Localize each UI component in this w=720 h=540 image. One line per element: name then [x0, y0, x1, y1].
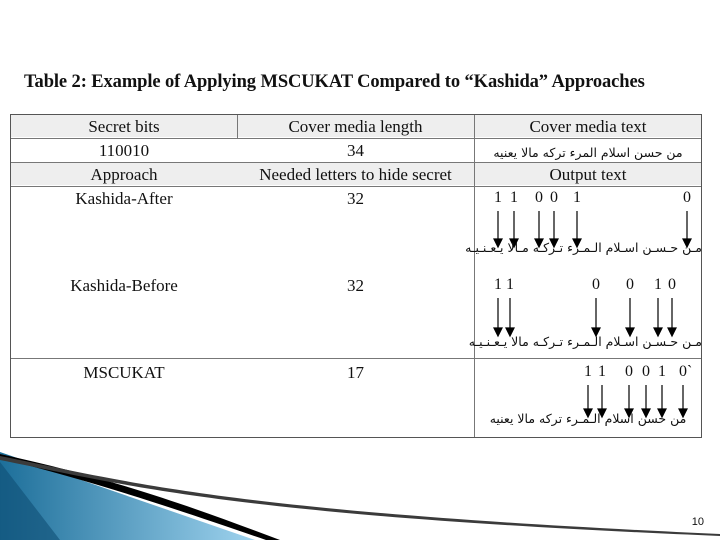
- bit: 0: [592, 276, 600, 293]
- header-cover-text: Cover media text: [529, 117, 647, 136]
- bit: 0`: [679, 363, 693, 380]
- header-cover-length: Cover media length: [288, 117, 423, 136]
- row-divider: [11, 138, 701, 139]
- output-kashida-after: مـن حـسـن اسـلام الـمـرء تـركـه مـالا يـعـنـيـه: [465, 240, 702, 255]
- needed-kashida-after: 32: [347, 189, 364, 208]
- output-kashida-before: مـن حـسـن اسـلام الـمـرء تـركـه مالا يـعـنـيـه: [468, 334, 702, 349]
- bit: 1: [584, 363, 592, 380]
- arrows-kashida-before: [474, 296, 702, 338]
- slide-footer-decoration: [0, 452, 720, 540]
- bit: 1: [654, 276, 662, 293]
- bit: 1: [510, 189, 518, 206]
- header-output-text: Output text: [549, 165, 627, 184]
- bit: 1: [494, 189, 502, 206]
- secret-bits-value: 110010: [98, 141, 150, 160]
- bit: 1: [598, 363, 606, 380]
- page-number: 10: [691, 516, 704, 528]
- bit: 0: [625, 363, 633, 380]
- bits-kashida-before: [474, 276, 702, 296]
- approach-kashida-after: Kashida-After: [75, 189, 173, 208]
- bit: 1: [506, 276, 514, 293]
- bits-mscukat: [474, 363, 702, 383]
- row-divider: [11, 358, 701, 359]
- cover-text-value: من حسن اسلام المرء تركه مالا يعنيه: [493, 145, 683, 160]
- cover-length-value: 34: [347, 141, 364, 160]
- header-approach: Approach: [90, 165, 158, 184]
- header-secret-bits: Secret bits: [88, 117, 160, 136]
- bit: 0: [683, 189, 691, 206]
- bit: 0: [668, 276, 676, 293]
- bits-kashida-after: [474, 189, 702, 209]
- row-divider: [11, 186, 701, 187]
- bit: 0: [626, 276, 634, 293]
- header-needed-letters: Needed letters to hide secret: [259, 165, 452, 184]
- row-divider: [11, 162, 701, 163]
- approach-kashida-before: Kashida-Before: [70, 276, 178, 295]
- bit: 0: [535, 189, 543, 206]
- output-mscukat: من حسن اسلام الـمـرء تركه مالا يعنيه: [489, 411, 687, 426]
- table-title: Table 2: Example of Applying MSCUKAT Compared to “Kashida” Approaches: [24, 72, 645, 92]
- bit: 0: [642, 363, 650, 380]
- bit: 1: [494, 276, 502, 293]
- bit: 1: [573, 189, 581, 206]
- bit: 1: [658, 363, 666, 380]
- bit: 0: [550, 189, 558, 206]
- approach-mscukat: MSCUKAT: [83, 363, 165, 382]
- needed-mscukat: 17: [347, 363, 364, 382]
- comparison-table: [10, 114, 702, 438]
- needed-kashida-before: 32: [347, 276, 364, 295]
